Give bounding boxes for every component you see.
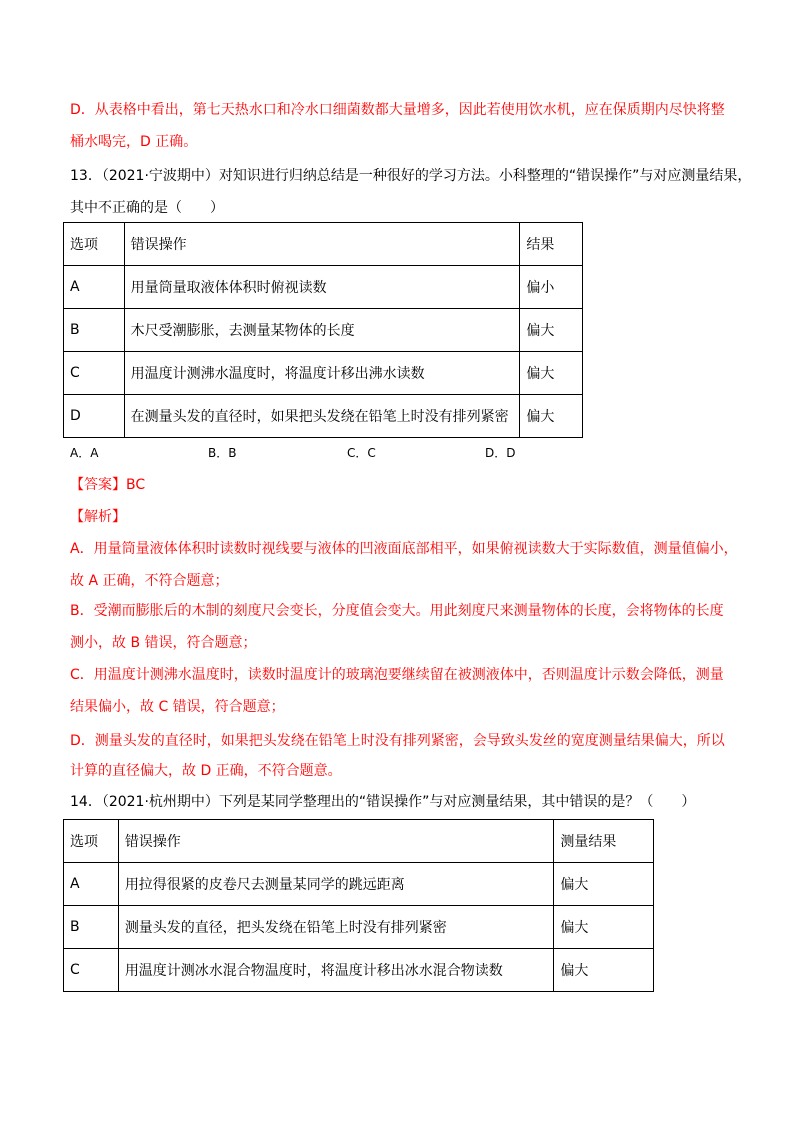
- table-cell: 偏大: [554, 863, 654, 906]
- table-cell: B: [64, 309, 125, 352]
- q14-table: [63, 819, 654, 992]
- table-cell: 偏小: [520, 266, 583, 309]
- analysis-line: A．用量筒量液体体积时读数时视线要与液体的凹液面底部相平，如果俯视读数大于实际数值，测量值偏小，: [70, 541, 738, 557]
- analysis-line: D．测量头发的直径时，如果把头发绕在铅笔上时没有排列紧密，会导致头发丝的宽度测量结果偏大，所以: [70, 733, 725, 749]
- table-cell: B: [64, 906, 119, 949]
- table-cell: 偏大: [554, 906, 654, 949]
- analysis-line: C．用温度计测沸水温度时，读数时温度计的玻璃泡要继续留在被测液体中，否则温度计示数会降低，测量: [70, 667, 724, 683]
- table-row: [64, 309, 583, 352]
- table-row: [64, 863, 654, 906]
- table-cell: 偏大: [520, 309, 583, 352]
- table-cell: 测量头发的直径，把头发绕在铅笔上时没有排列紧密: [118, 906, 554, 949]
- table-cell: D: [64, 395, 125, 438]
- choice-a: A．A: [70, 446, 99, 460]
- table-cell: 用拉得很紧的皮卷尺去测量某同学的跳远距离: [118, 863, 554, 906]
- choice-d: D．D: [485, 446, 516, 460]
- table-cell: 木尺受潮膨胀，去测量某物体的长度: [124, 309, 520, 352]
- table-row: [64, 266, 583, 309]
- analysis-line: 测小，故 B 错误，符合题意；: [70, 635, 257, 651]
- analysis-label: 【解析】: [70, 509, 126, 525]
- choice-b: B．B: [208, 446, 237, 460]
- q12-explanation-line-1: D．从表格中看出，第七天热水口和冷水口细菌数都大量增多，因此若使用饮水机，应在保质期内尽快将整: [70, 102, 725, 118]
- table-header-cell: 结果: [520, 223, 583, 266]
- table-row: [64, 906, 654, 949]
- analysis-line: 故 A 正确，不符合题意；: [70, 573, 229, 589]
- table-header-cell: 错误操作: [118, 820, 554, 863]
- table-header-cell: 测量结果: [554, 820, 654, 863]
- table-header-row: [64, 820, 654, 863]
- table-cell: 用温度计测冰水混合物温度时，将温度计移出冰水混合物读数: [118, 949, 554, 992]
- table-header-cell: 选项: [64, 223, 125, 266]
- answer-label: 【答案】BC: [70, 477, 146, 493]
- q13-stem-line-2: 其中不正确的是（ ）: [70, 200, 224, 216]
- table-header-cell: 错误操作: [124, 223, 520, 266]
- table-row: [64, 395, 583, 438]
- table-cell: C: [64, 949, 119, 992]
- table-header-row: [64, 223, 583, 266]
- q13-stem-line-1: 13．（2021·宁波期中）对知识进行归纳总结是一种很好的学习方法。小科整理的“错误操作”与对应测量结果，: [70, 168, 752, 184]
- analysis-line: 计算的直径偏大，故 D 正确，不符合题意。: [70, 763, 342, 779]
- table-cell: 偏大: [520, 352, 583, 395]
- q13-table: [63, 222, 583, 438]
- table-cell: C: [64, 352, 125, 395]
- table-cell: 用温度计测沸水温度时，将温度计移出沸水读数: [124, 352, 520, 395]
- analysis-line: 结果偏小，故 C 错误，符合题意；: [70, 699, 285, 715]
- q12-explanation-line-2: 桶水喝完，D 正确。: [70, 134, 198, 150]
- table-header-cell: 选项: [64, 820, 119, 863]
- table-row: [64, 949, 654, 992]
- table-cell: A: [64, 863, 119, 906]
- table-cell: 偏大: [520, 395, 583, 438]
- q14-stem: 14．（2021·杭州期中）下列是某同学整理出的“错误操作”与对应测量结果，其中错误的是？（ ）: [70, 794, 696, 810]
- table-row: [64, 352, 583, 395]
- table-cell: 偏大: [554, 949, 654, 992]
- table-cell: A: [64, 266, 125, 309]
- table-cell: 用量筒量取液体体积时俯视读数: [124, 266, 520, 309]
- table-cell: 在测量头发的直径时，如果把头发绕在铅笔上时没有排列紧密: [124, 395, 520, 438]
- choice-c: C．C: [347, 446, 376, 460]
- analysis-line: B．受潮而膨胀后的木制的刻度尺会变长，分度值会变大。用此刻度尺来测量物体的长度，会将物体的长度: [70, 603, 724, 619]
